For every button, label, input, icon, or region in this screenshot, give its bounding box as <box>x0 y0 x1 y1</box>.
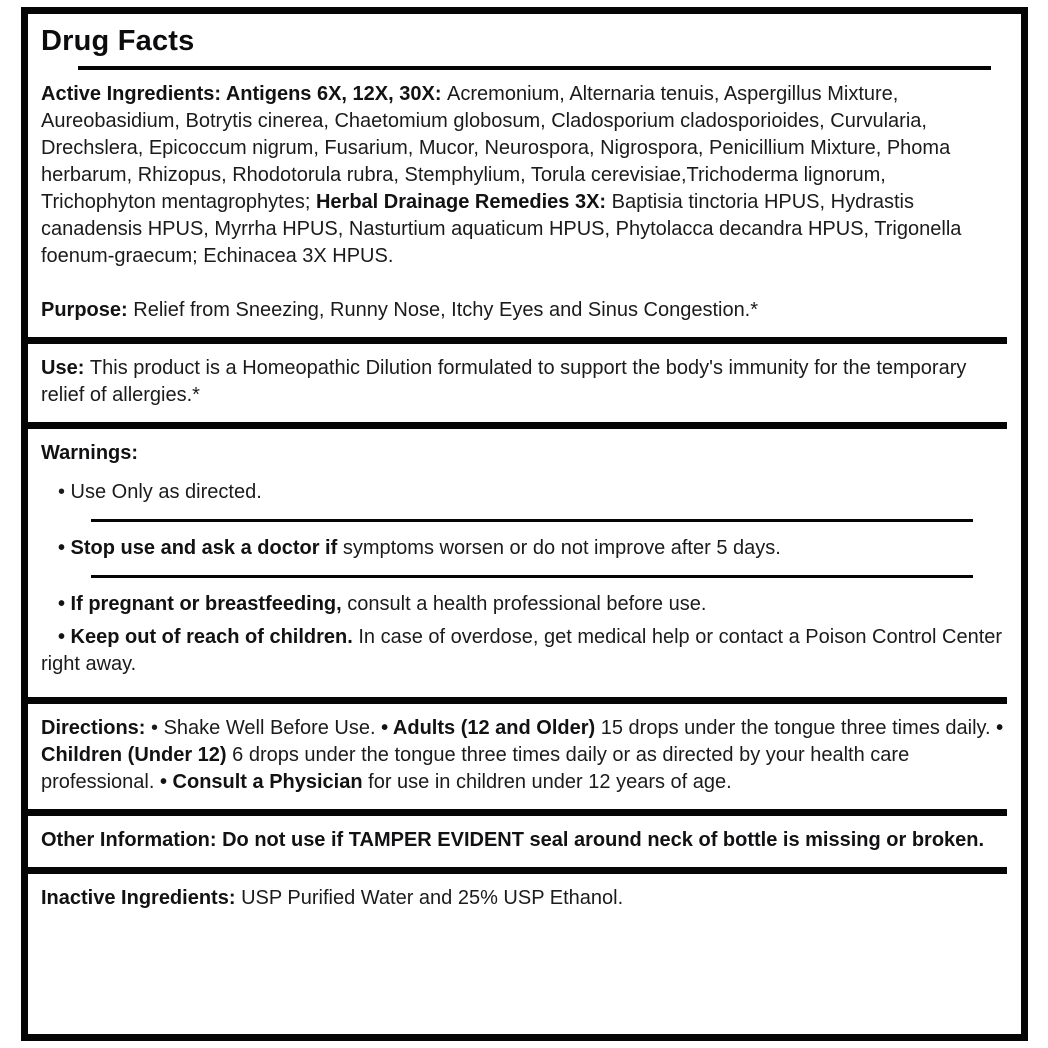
warning-bullet-text: In case of overdose, get medical help or contact a Poison Control Center right away. <box>41 626 1003 675</box>
directions-children-label: • Children (Under 12) <box>41 717 1004 766</box>
other-information-text: Other Information: Do not use if TAMPER EVIDENT seal around neck of bottle is missing or broken. <box>41 829 985 851</box>
directions-segment: • Shake Well Before Use. <box>151 717 382 739</box>
directions-segment: for use in children under 12 years of age. <box>368 771 732 793</box>
section-divider <box>28 422 1007 429</box>
warning-divider <box>91 575 973 578</box>
section-divider <box>28 337 1007 344</box>
antigens-list: Acremonium, Alternaria tenuis, Aspergillus Mixture, Aureobasidium, Botrytis cinerea, Chaetomium globosum, Cladosporium cladosporioides, Curvularia, Drechslera, Epicoccum nigrum, Fusarium, Mucor, Neurospora, Nigrospora, Penicillium Mixture, Phoma herbarum, Rhizopus, Rhodotorula rubra, Stemphylium, Torula cerevisiae,Trichoderma lignorum, Trichophyton mentagrophytes; <box>41 83 951 213</box>
warning-bullet-text: • Use Only as directed. <box>58 481 262 503</box>
inactive-ingredients-value: USP Purified Water and 25% USP Ethanol. <box>241 887 624 909</box>
directions-adults-label: • Adults (12 and Older) <box>381 717 601 739</box>
directions-physician-label: • Consult a Physician <box>159 771 369 793</box>
section-divider <box>28 867 1007 874</box>
herbal-list: Baptisia tinctoria HPUS, Hydrastis canadensis HPUS, Myrrha HPUS, Nasturtium aquaticum HPUS, Phytolacca decandra HPUS, Trigonella foenum-graecum; Echinacea 3X HPUS. <box>41 191 962 267</box>
warning-bullet <box>41 479 1005 506</box>
warning-bullet-text: consult a health professional before use. <box>347 593 707 615</box>
directions-text <box>41 715 1005 796</box>
warning-bullet-bold: • If pregnant or breastfeeding, <box>58 593 348 615</box>
section-warnings <box>28 429 1021 697</box>
active-ingredients-label: Active Ingredients: Antigens 6X, 12X, 30X: <box>41 83 448 105</box>
section-directions <box>28 704 1021 809</box>
warning-bullet-bold: • Stop use and ask a doctor if <box>58 537 343 559</box>
drug-facts-panel <box>21 7 1028 1041</box>
warnings-heading <box>41 440 1005 467</box>
warning-bullet-bold: • Keep out of reach of children. <box>58 626 359 648</box>
section-inactive-ingredients <box>28 874 1021 925</box>
warning-bullet <box>41 535 1005 562</box>
inactive-ingredients-label: Inactive Ingredients: <box>41 887 242 909</box>
directions-segment: 15 drops under the tongue three times daily. <box>600 717 997 739</box>
use-label: Use: <box>41 357 90 379</box>
directions-segment: 6 drops under the tongue three times daily or as directed by your health care professional. <box>41 744 910 793</box>
warning-bullet <box>41 591 1005 618</box>
directions-label: Directions: <box>41 717 152 739</box>
use-value: This product is a Homeopathic Dilution formulated to support the body's immunity for the temporary relief of allergies.* <box>41 357 967 406</box>
purpose-text <box>41 297 1005 324</box>
warning-divider <box>91 519 973 522</box>
inactive-ingredients-text <box>41 885 1005 912</box>
purpose-label: Purpose: <box>41 299 134 321</box>
section-other-information <box>28 816 1021 867</box>
section-divider <box>28 809 1007 816</box>
purpose-value: Relief from Sneezing, Runny Nose, Itchy Eyes and Sinus Congestion.* <box>133 299 759 321</box>
section-use <box>28 344 1021 422</box>
page-title: Drug Facts <box>41 25 195 57</box>
warning-bullet-text: symptoms worsen or do not improve after 5 days. <box>342 537 781 559</box>
warning-bullet <box>41 624 1005 678</box>
use-text <box>41 355 1005 409</box>
herbal-drainage-label: Herbal Drainage Remedies 3X: <box>315 191 612 213</box>
section-divider <box>28 697 1007 704</box>
warnings-heading-label: Warnings: <box>41 442 139 464</box>
active-ingredients-text <box>41 81 1005 270</box>
section-active-ingredients <box>28 70 1021 337</box>
